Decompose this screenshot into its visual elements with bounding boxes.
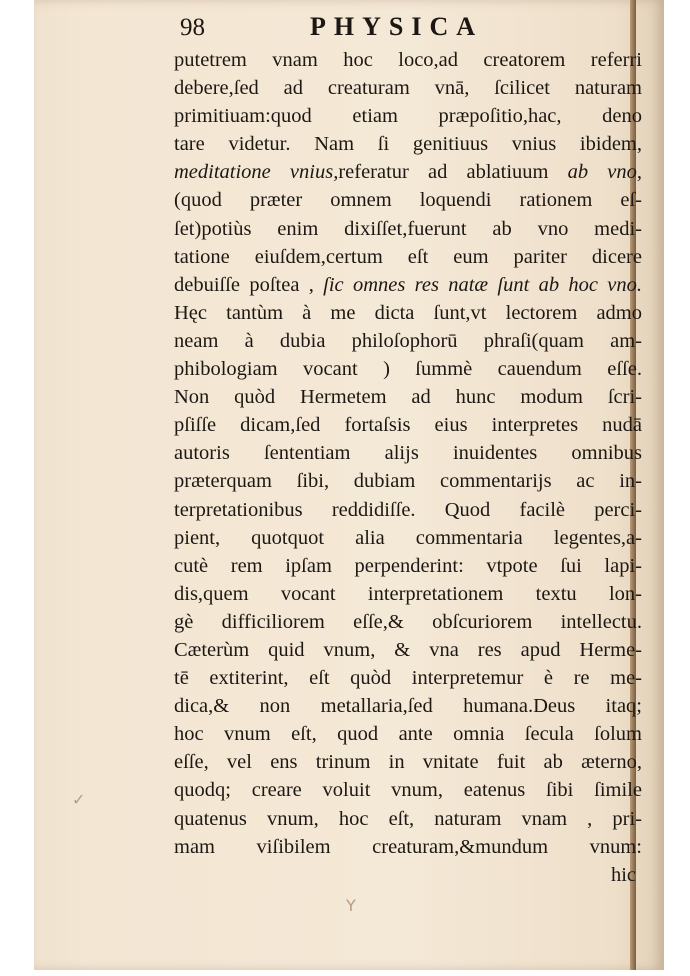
running-head: PHYSICA [310, 12, 484, 41]
text-line [174, 720, 642, 748]
text-line [174, 383, 642, 411]
text-segment: quodq; creare voluit vnum, eatenus ſibi ſimile [174, 779, 642, 802]
text-line [174, 833, 642, 861]
text-segment: dis,quem vocant interpretationem textu lon- [174, 582, 642, 605]
text-segment: ſet)potiùs enim dixiſſet,fuerunt ab vno medi- [174, 217, 642, 240]
text-segment: tare videtur. Nam ſi genitiuus vnius ibidem, [174, 133, 642, 156]
text-line [174, 102, 642, 130]
text-line [174, 271, 642, 299]
text-segment: Hęc tantùm à me dicta ſunt,vt lectorem admo [174, 301, 642, 324]
text-segment: eſſe, vel ens trinum in vnitate fuit ab æterno, [174, 751, 642, 774]
text-segment: præterquam ſibi, dubiam commentarijs ac in- [174, 470, 642, 493]
text-line [174, 299, 642, 327]
ink-mark: ✓ [72, 790, 86, 809]
text-line [174, 186, 642, 214]
text-line [174, 243, 642, 271]
text-segment: pſiſſe dicam,ſed fortaſsis eius interpretes nudā [174, 414, 642, 437]
ink-mark: Y [346, 896, 356, 915]
text-segment: ſic omnes res natæ ſunt ab hoc vno. [323, 273, 642, 296]
text-segment: debuiſſe poſtea , [174, 273, 324, 296]
text-segment: phibologiam vocant ) ſummè cauendum eſſe. [174, 358, 642, 381]
text-segment: mam viſibilem creaturam,&mundum vnum: [174, 835, 642, 858]
text-segment: ab vno, [567, 161, 642, 184]
text-line [174, 46, 642, 74]
text-segment: referatur ad ablatiuum [338, 161, 568, 184]
text-segment: gè difficiliorem eſſe,& obſcuriorem intellectu. [174, 610, 642, 633]
text-line [174, 580, 642, 608]
text-line [174, 608, 642, 636]
text-segment: neam à dubia philoſophorū phraſi(quam am- [174, 329, 642, 352]
text-line [174, 74, 642, 102]
text-line [174, 552, 642, 580]
text-segment: cutè rem ipſam perpenderint: vtpote ſui lapi- [174, 554, 642, 577]
text-line [174, 636, 642, 664]
text-segment: (quod præter omnem loquendi rationem eſ- [174, 189, 642, 212]
text-line [174, 411, 642, 439]
text-segment: putetrem vnam hoc loco,ad creatorem referri [174, 49, 642, 71]
text-line [174, 158, 642, 186]
text-line [174, 439, 642, 467]
text-segment: autoris ſententiam alijs inuidentes omnibus [174, 442, 642, 465]
text-segment: tē extiterint, eſt quòd interpretemur è re me- [174, 667, 642, 690]
catchword: hic [610, 863, 636, 886]
text-line [174, 748, 642, 776]
page-number: 98 [180, 14, 205, 41]
text-segment: Non quòd Hermetem ad hunc modum ſcri- [174, 386, 642, 409]
text-segment: quatenus vnum, hoc eſt, naturam vnam , pri- [174, 807, 642, 830]
text-segment: Cæterùm quid vnum, & vna res apud Herme- [174, 638, 642, 661]
text-line [174, 776, 642, 804]
text-segment: hoc vnum eſt, quod ante omnia ſecula ſolum [174, 723, 642, 746]
text-line [174, 805, 642, 833]
text-segment: primitiuam:quod etiam præpoſitio,hac, deno [174, 105, 642, 128]
text-line [174, 215, 642, 243]
text-line [174, 664, 642, 692]
body-text [174, 46, 642, 889]
text-line [174, 467, 642, 495]
text-line [174, 524, 642, 552]
text-segment: terpretationibus reddidiſſe. Quod facilè perci- [174, 498, 642, 521]
text-segment: tatione eiuſdem,certum eſt eum pariter dicere [174, 245, 642, 268]
text-line [174, 692, 642, 720]
text-line [174, 130, 642, 158]
page-header [180, 10, 660, 44]
text-segment: pient, quotquot alia commentaria legentes,a- [174, 526, 642, 549]
text-line [174, 355, 642, 383]
text-segment: meditatione vnius, [174, 161, 339, 184]
text-line [174, 327, 642, 355]
text-segment: dica,& non metallaria,ſed humana.Deus itaq; [174, 695, 642, 718]
text-line [174, 496, 642, 524]
text-segment: debere,ſed ad creaturam vnā, ſcilicet naturam [174, 77, 642, 100]
